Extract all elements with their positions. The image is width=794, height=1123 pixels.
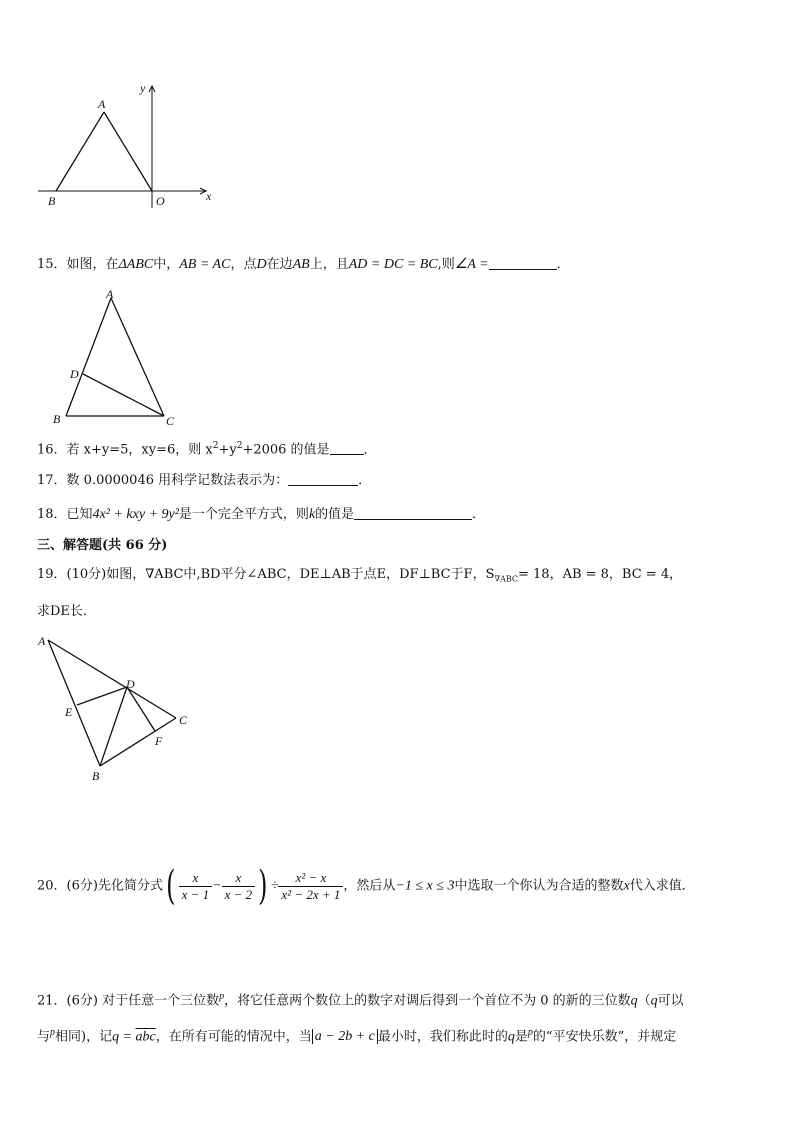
- question-21-line2: 与$^p$相同)，记$q = \overline{abc}$，在所有可能的情况中，当 a − 2b + c 最小时，我们称此时的q是$^p$的“平安快乐数”，并规定: [37, 1027, 677, 1045]
- label-y: y: [140, 81, 146, 95]
- label-a: A: [98, 97, 106, 111]
- label-f: F: [155, 734, 163, 748]
- question-19-line2: 求DE长.: [37, 604, 88, 619]
- q15-number: 15．: [37, 257, 67, 272]
- answer-blank-16[interactable]: [330, 440, 364, 455]
- side-ab: [56, 112, 104, 191]
- question-21: 21．(6分) 对于任意一个三位数$^p$，将它任意两个数位上的数字对调后得到一个首位不为 0 的新的三位数q（q可以: [37, 991, 684, 1009]
- question-20: 20．(6分)先化简分式( $\frac{x}{x - 1}$ − $\frac{x}{x - 2}$ ) ÷ $\frac{\text{x² − x}}{\text{x² − 2x + 1}}$ ，然后从−1 ≤ x ≤ 3中选取一个你认为合适的整数x代入求值．: [37, 863, 695, 909]
- fraction-1: $\frac{x}{x - 1}$: [179, 870, 213, 903]
- segment-dc: [83, 374, 164, 416]
- side-ab: [48, 640, 100, 766]
- segment-bd: [100, 687, 127, 766]
- figure-q19: [34, 632, 204, 782]
- side-ao: [104, 112, 152, 191]
- question-15: 15．如图，在ΔABC中，AB = AC，点D在边AB上，且AD = DC = BC,则∠A = ．: [37, 257, 570, 272]
- fraction-3: $\frac{\text{x² − x}}{\text{x² − 2x + 1}}$: [278, 870, 343, 903]
- label-b: B: [53, 412, 61, 426]
- side-ac: [111, 298, 164, 416]
- segment-df: [127, 687, 155, 731]
- label-d: D: [70, 367, 79, 381]
- label-a: A: [106, 287, 114, 301]
- label-e: E: [65, 705, 73, 719]
- figure-q15: [46, 286, 186, 428]
- side-ab: [66, 298, 111, 416]
- section-heading: 三、解答题(共 66 分): [37, 538, 168, 553]
- label-c: C: [179, 713, 188, 727]
- label-b: B: [92, 769, 100, 782]
- answer-blank-18[interactable]: [354, 505, 472, 520]
- label-c: C: [166, 414, 175, 428]
- fraction-2: $\frac{x}{x - 2}$: [222, 870, 256, 903]
- label-b: B: [48, 194, 56, 208]
- label-x: x: [206, 189, 212, 203]
- label-a: A: [38, 634, 46, 648]
- question-18: 18．已知4x² + kxy + 9y²是一个完全平方式，则k的值是 ．: [37, 507, 486, 522]
- answer-blank-17[interactable]: [288, 471, 358, 486]
- figure-q14: [30, 78, 220, 213]
- label-o: O: [156, 194, 165, 208]
- label-d: D: [126, 677, 135, 691]
- question-17: 17．数 0.0000046 用科学记数法表示为： ．: [37, 473, 372, 488]
- answer-blank-15[interactable]: [489, 255, 557, 270]
- question-19: 19．(10分)如图，∇ABC中,BD平分∠ABC，DE⊥AB于点E，DF⊥BC于F，$S_{\nabla ABC}= 18$，AB = 8，BC = 4，: [37, 567, 683, 584]
- side-bc: [100, 718, 176, 766]
- question-16: 16．若 x+y=5，xy=6，则 $x^2+y^2+2006$ 的值是 ．: [37, 441, 377, 458]
- segment-de: [77, 687, 127, 705]
